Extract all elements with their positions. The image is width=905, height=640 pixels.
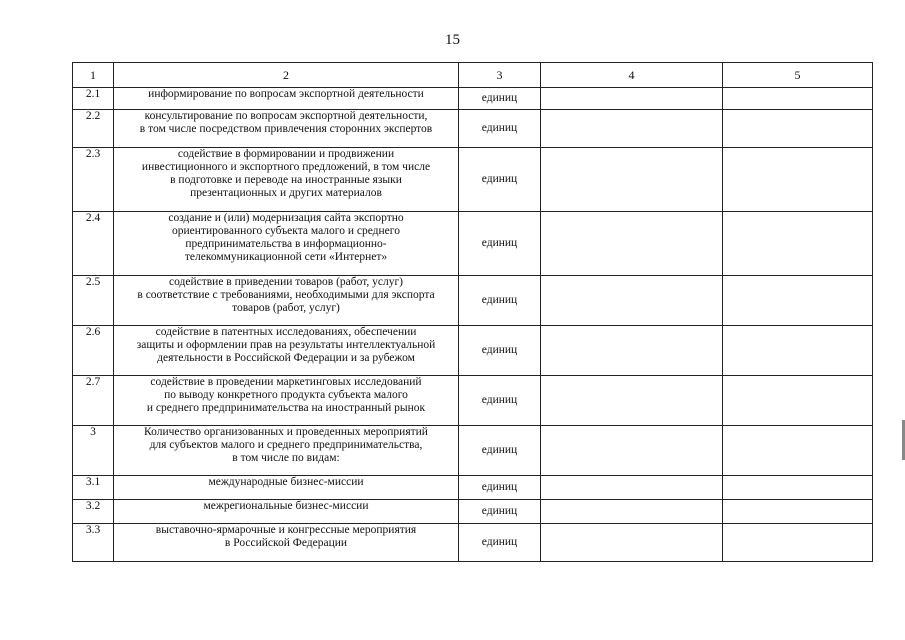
header-col-4: 4 [541,63,723,88]
table-row [73,276,873,326]
row-unit: единиц [459,376,541,426]
row-col4-value [541,212,723,276]
row-unit: единиц [459,524,541,562]
report-table [72,62,873,562]
header-col-1: 1 [73,63,114,88]
row-unit: единиц [459,500,541,524]
row-col4-value [541,476,723,500]
table-row [73,426,873,476]
row-unit: единиц [459,212,541,276]
row-description: содействие в формировании и продвижении инвестиционного и экспортного предложений, в том числе в подготовке и переводе на иностранные языки презентационных и других материалов [114,148,459,212]
row-col4-value [541,500,723,524]
row-col5-value [723,500,873,524]
row-description: консультирование по вопросам экспортной деятельности, в том числе посредством привлечения сторонних экспертов [114,110,459,148]
row-unit: единиц [459,276,541,326]
row-unit: единиц [459,326,541,376]
row-col5-value [723,376,873,426]
table-row [73,376,873,426]
row-description: создание и (или) модернизация сайта экспортно ориентированного субъекта малого и среднего предпринимательства в информационно- телекоммуникационной сети «Интернет» [114,212,459,276]
row-col5-value [723,148,873,212]
row-description: содействие в патентных исследованиях, обеспечении защиты и оформлении прав на результаты интеллектуальной деятельности в Российской Федерации и за рубежом [114,326,459,376]
row-description: выставочно-ярмарочные и конгрессные мероприятия в Российской Федерации [114,524,459,562]
row-description: информирование по вопросам экспортной деятельности [114,88,459,110]
row-col5-value [723,110,873,148]
table-row [73,88,873,110]
table-row [73,326,873,376]
table-row [73,110,873,148]
row-number: 2.3 [73,148,114,212]
row-col5-value [723,276,873,326]
row-number: 2.7 [73,376,114,426]
row-description: содействие в проведении маркетинговых исследований по выводу конкретного продукта субъекта малого и среднего предпринимательства на иностранный рынок [114,376,459,426]
row-col5-value [723,476,873,500]
header-col-3: 3 [459,63,541,88]
row-description: межрегиональные бизнес-миссии [114,500,459,524]
row-number: 2.5 [73,276,114,326]
row-number: 2.2 [73,110,114,148]
row-col4-value [541,110,723,148]
row-col4-value [541,524,723,562]
row-unit: единиц [459,110,541,148]
table-row [73,500,873,524]
row-description: международные бизнес-миссии [114,476,459,500]
row-number: 3.1 [73,476,114,500]
row-number: 3 [73,426,114,476]
table-row [73,524,873,562]
row-number: 2.1 [73,88,114,110]
row-col5-value [723,326,873,376]
row-description: содействие в приведении товаров (работ, услуг) в соответствие с требованиями, необходимыми для экспорта товаров (работ, услуг) [114,276,459,326]
row-unit: единиц [459,476,541,500]
row-col5-value [723,524,873,562]
row-col5-value [723,212,873,276]
row-description: Количество организованных и проведенных мероприятий для субъектов малого и среднего предпринимательства, в том числе по видам: [114,426,459,476]
row-col5-value [723,88,873,110]
row-unit: единиц [459,148,541,212]
row-unit: единиц [459,426,541,476]
row-number: 2.6 [73,326,114,376]
header-col-2: 2 [114,63,459,88]
row-number: 3.3 [73,524,114,562]
row-col4-value [541,326,723,376]
header-col-5: 5 [723,63,873,88]
row-col5-value [723,426,873,476]
row-col4-value [541,88,723,110]
row-col4-value [541,276,723,326]
table-row [73,476,873,500]
row-col4-value [541,376,723,426]
row-col4-value [541,426,723,476]
row-number: 2.4 [73,212,114,276]
header-row [73,63,873,88]
row-col4-value [541,148,723,212]
row-number: 3.2 [73,500,114,524]
table-row [73,212,873,276]
table-row [73,148,873,212]
row-unit: единиц [459,88,541,110]
page-number: 15 [445,32,460,48]
